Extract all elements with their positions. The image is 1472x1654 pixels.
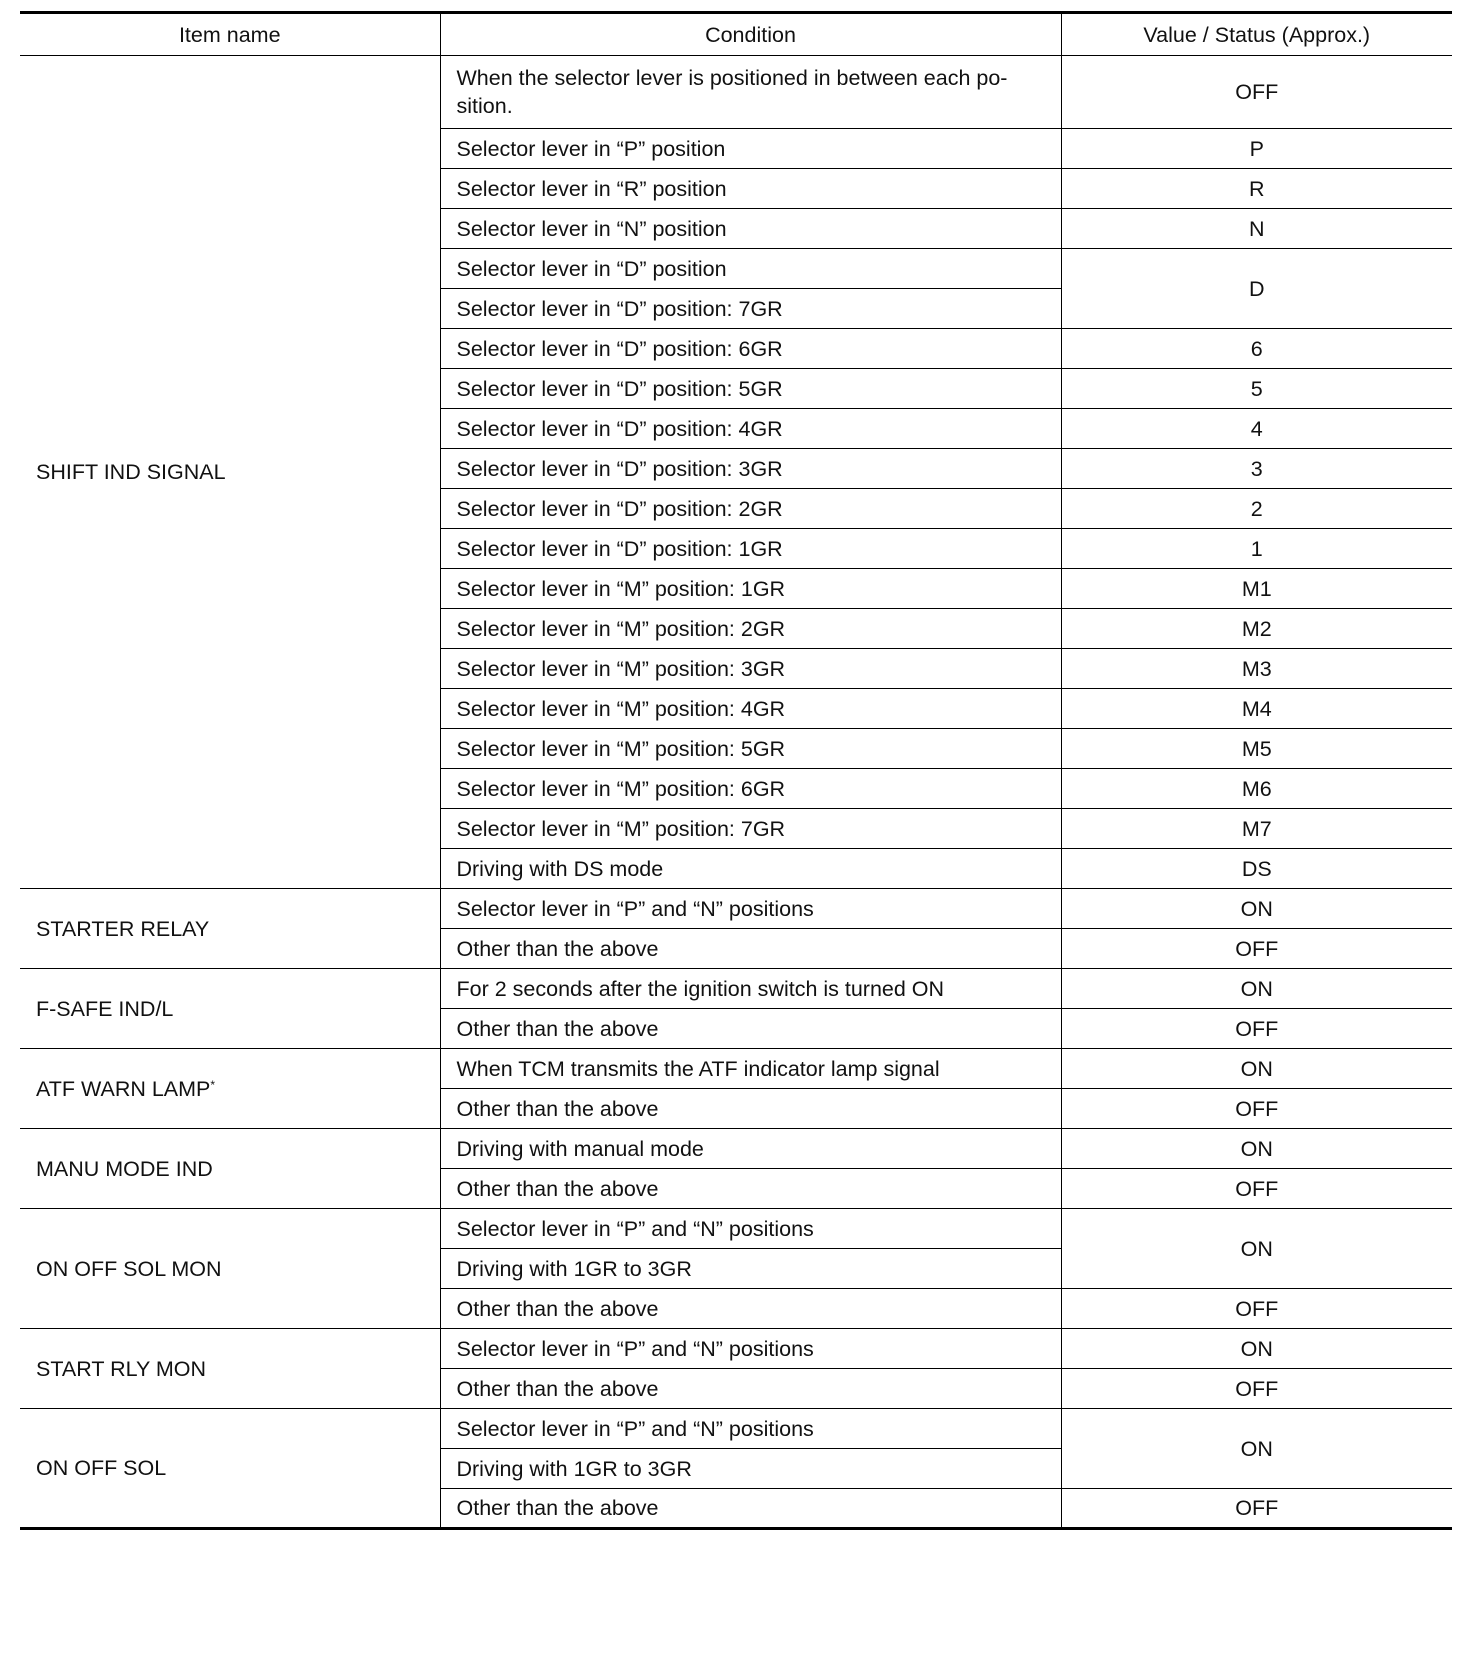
value-status-cell: OFF <box>1061 929 1452 969</box>
condition-cell: Other than the above <box>440 1169 1061 1209</box>
condition-cell: When TCM transmits the ATF indicator lamp signal <box>440 1049 1061 1089</box>
footnote-marker: * <box>210 1077 216 1092</box>
condition-cell: Selector lever in “P” and “N” positions <box>440 1329 1061 1369</box>
condition-cell: Other than the above <box>440 1489 1061 1529</box>
value-status-cell: OFF <box>1061 1489 1452 1529</box>
table-row <box>20 1049 1452 1089</box>
condition-cell: Driving with DS mode <box>440 849 1061 889</box>
condition-cell: Selector lever in “D” position <box>440 249 1061 289</box>
condition-cell: Selector lever in “M” position: 3GR <box>440 649 1061 689</box>
item-name-text: ATF WARN LAMP <box>36 1076 211 1101</box>
value-status-cell: 2 <box>1061 489 1452 529</box>
value-status-cell: 1 <box>1061 529 1452 569</box>
condition-cell: Selector lever in “M” position: 4GR <box>440 689 1061 729</box>
value-status-cell: M3 <box>1061 649 1452 689</box>
value-status-cell: OFF <box>1061 1289 1452 1329</box>
condition-cell: When the selector lever is positioned in between each po-sition. <box>440 56 1061 129</box>
condition-cell: Selector lever in “P” and “N” positions <box>440 1409 1061 1449</box>
value-status-cell: DS <box>1061 849 1452 889</box>
item-name-cell <box>20 889 440 969</box>
condition-cell: Other than the above <box>440 1369 1061 1409</box>
value-status-cell: D <box>1061 249 1452 329</box>
item-name-cell <box>20 1209 440 1329</box>
condition-cell: Selector lever in “D” position: 6GR <box>440 329 1061 369</box>
value-status-cell: ON <box>1061 1409 1452 1489</box>
header-item-name: Item name <box>20 13 440 56</box>
condition-cell: Selector lever in “N” position <box>440 209 1061 249</box>
item-name-text: MANU MODE IND <box>36 1156 213 1181</box>
value-status-cell: ON <box>1061 889 1452 929</box>
condition-cell: Selector lever in “D” position: 1GR <box>440 529 1061 569</box>
condition-cell: For 2 seconds after the ignition switch is turned ON <box>440 969 1061 1009</box>
condition-cell: Driving with 1GR to 3GR <box>440 1249 1061 1289</box>
item-name-text: STARTER RELAY <box>36 916 210 941</box>
condition-cell: Other than the above <box>440 1089 1061 1129</box>
item-name-cell <box>20 1049 440 1129</box>
table-row <box>20 1329 1452 1369</box>
condition-cell: Other than the above <box>440 1289 1061 1329</box>
value-status-cell: OFF <box>1061 56 1452 129</box>
value-status-cell: 4 <box>1061 409 1452 449</box>
condition-cell: Selector lever in “M” position: 1GR <box>440 569 1061 609</box>
table-row <box>20 56 1452 129</box>
condition-cell: Selector lever in “D” position: 4GR <box>440 409 1061 449</box>
value-status-cell: ON <box>1061 1129 1452 1169</box>
value-status-cell: P <box>1061 129 1452 169</box>
value-status-cell: OFF <box>1061 1009 1452 1049</box>
value-status-cell: M7 <box>1061 809 1452 849</box>
condition-cell: Selector lever in “D” position: 5GR <box>440 369 1061 409</box>
condition-cell: Driving with 1GR to 3GR <box>440 1449 1061 1489</box>
value-status-cell: 6 <box>1061 329 1452 369</box>
table-row <box>20 1409 1452 1449</box>
table-row <box>20 889 1452 929</box>
item-name-text: START RLY MON <box>36 1356 207 1381</box>
condition-cell: Selector lever in “M” position: 7GR <box>440 809 1061 849</box>
item-name-cell <box>20 1129 440 1209</box>
item-name-cell <box>20 56 440 889</box>
table-row <box>20 969 1452 1009</box>
table-row <box>20 1129 1452 1169</box>
condition-cell: Selector lever in “M” position: 5GR <box>440 729 1061 769</box>
value-status-cell: 5 <box>1061 369 1452 409</box>
condition-cell: Selector lever in “R” position <box>440 169 1061 209</box>
value-status-cell: R <box>1061 169 1452 209</box>
condition-cell: Selector lever in “D” position: 7GR <box>440 289 1061 329</box>
value-status-cell: M5 <box>1061 729 1452 769</box>
spec-table <box>20 11 1452 1530</box>
table-row <box>20 1209 1452 1249</box>
condition-cell: Selector lever in “P” and “N” positions <box>440 889 1061 929</box>
value-status-cell: OFF <box>1061 1169 1452 1209</box>
condition-cell: Selector lever in “M” position: 6GR <box>440 769 1061 809</box>
condition-cell: Selector lever in “P” and “N” positions <box>440 1209 1061 1249</box>
item-name-cell <box>20 1329 440 1409</box>
value-status-cell: M2 <box>1061 609 1452 649</box>
header-row <box>20 13 1452 56</box>
value-status-cell: ON <box>1061 1209 1452 1289</box>
value-status-cell: M6 <box>1061 769 1452 809</box>
header-condition: Condition <box>440 13 1061 56</box>
table-body <box>20 56 1452 1529</box>
item-name-cell <box>20 1409 440 1529</box>
condition-cell: Selector lever in “M” position: 2GR <box>440 609 1061 649</box>
condition-cell: Driving with manual mode <box>440 1129 1061 1169</box>
value-status-cell: ON <box>1061 969 1452 1009</box>
condition-cell: Selector lever in “P” position <box>440 129 1061 169</box>
header-value-status: Value / Status (Approx.) <box>1061 13 1452 56</box>
condition-cell: Selector lever in “D” position: 3GR <box>440 449 1061 489</box>
item-name-text: ON OFF SOL <box>36 1456 167 1480</box>
item-name-text: F-SAFE IND/L <box>36 996 174 1021</box>
item-name-text: SHIFT IND SIGNAL <box>36 460 226 484</box>
item-name-cell <box>20 969 440 1049</box>
value-status-cell: ON <box>1061 1049 1452 1089</box>
value-status-cell: OFF <box>1061 1369 1452 1409</box>
value-status-cell: OFF <box>1061 1089 1452 1129</box>
condition-cell: Other than the above <box>440 929 1061 969</box>
value-status-cell: N <box>1061 209 1452 249</box>
value-status-cell: 3 <box>1061 449 1452 489</box>
condition-cell: Selector lever in “D” position: 2GR <box>440 489 1061 529</box>
item-name-text: ON OFF SOL MON <box>36 1256 222 1281</box>
value-status-cell: M1 <box>1061 569 1452 609</box>
condition-cell: Other than the above <box>440 1009 1061 1049</box>
value-status-cell: ON <box>1061 1329 1452 1369</box>
value-status-cell: M4 <box>1061 689 1452 729</box>
